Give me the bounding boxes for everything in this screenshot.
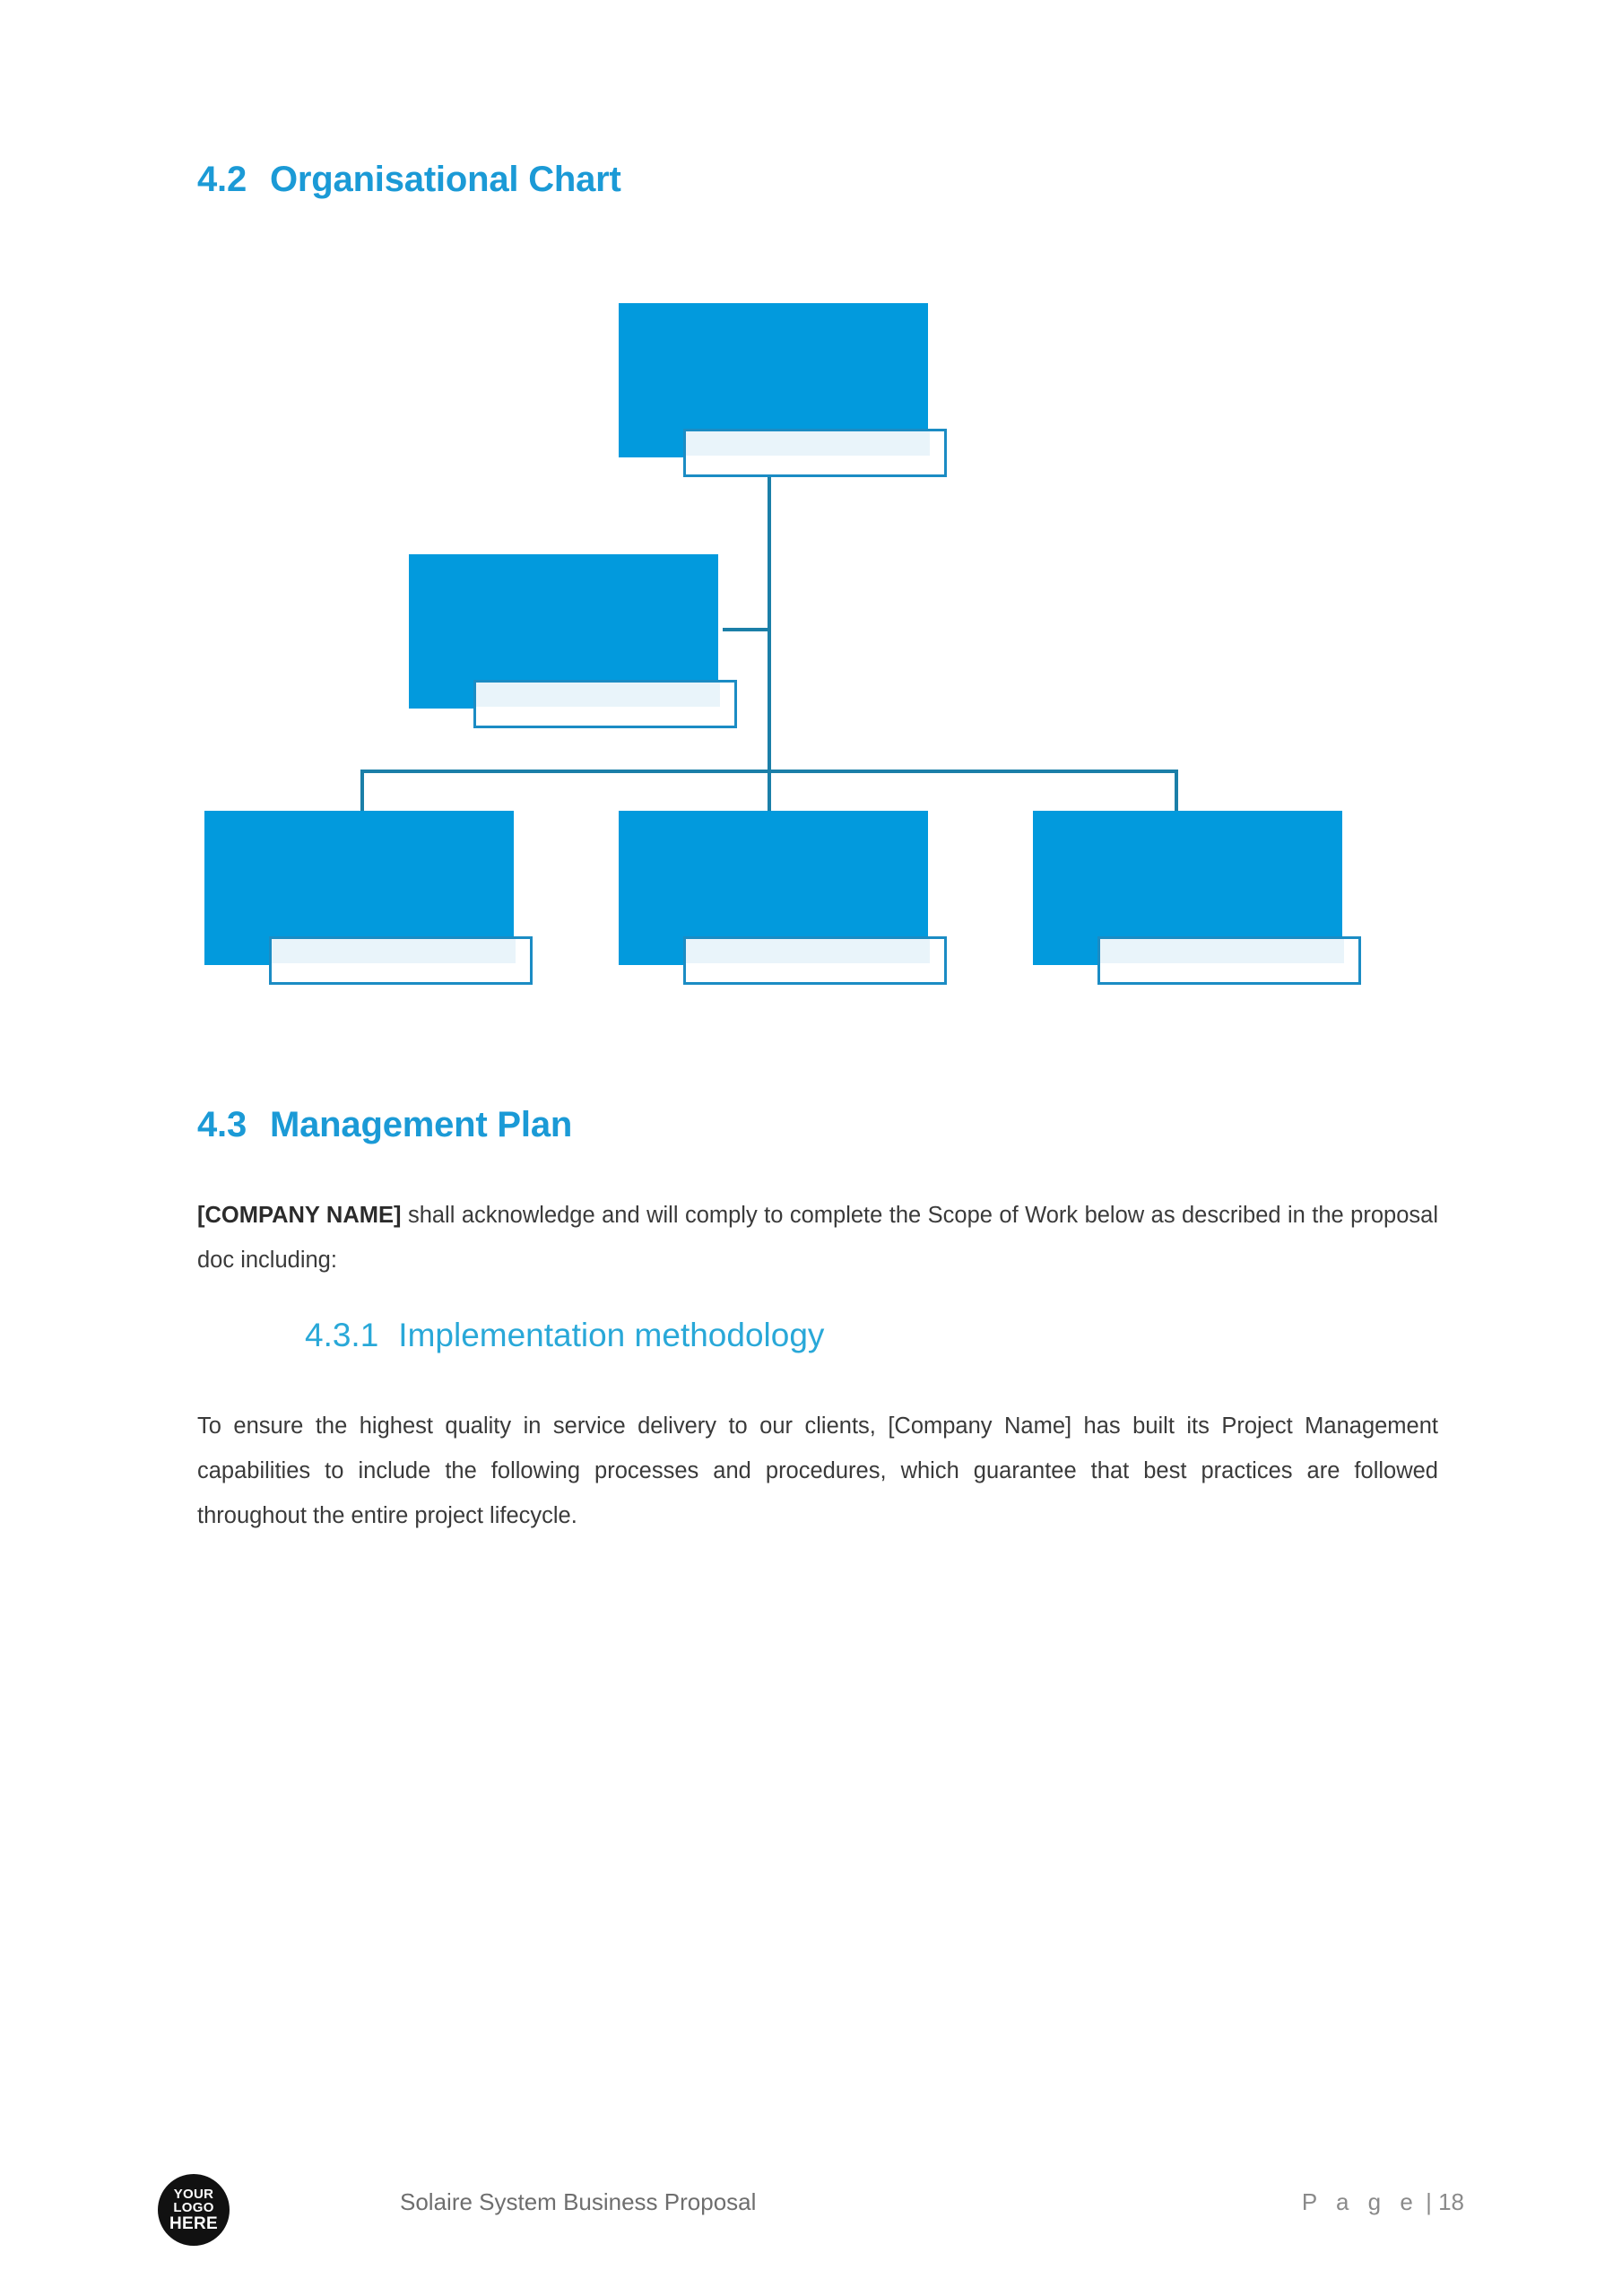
organisational-chart-diagram — [0, 0, 1622, 1031]
org-node-level3-3-band — [1100, 939, 1344, 963]
org-node-level3-1-plate — [269, 936, 533, 985]
footer-page-value: 18 — [1438, 2188, 1464, 2215]
org-node-level3-3[interactable] — [1033, 811, 1379, 965]
org-node-level3-1[interactable] — [204, 811, 551, 965]
logo-placeholder — [158, 2174, 230, 2246]
footer-document-title: Solaire System Business Proposal — [400, 2188, 757, 2215]
footer-page-number — [1302, 2188, 1464, 2216]
org-node-level3-2[interactable] — [619, 811, 965, 965]
footer-page-separator: | — [1426, 2188, 1432, 2215]
heading-text: Management Plan — [270, 1105, 573, 1144]
subheading-number: 4.3.1 — [305, 1317, 379, 1353]
heading-number: 4.3 — [197, 1105, 247, 1144]
connector-root-trunk — [768, 456, 771, 771]
connector-drop-child-2 — [768, 770, 771, 813]
org-node-level3-1-band — [272, 939, 516, 963]
paragraph-management-intro — [197, 1193, 1438, 1283]
connector-drop-child-3 — [1175, 770, 1178, 813]
org-node-level2-plate — [473, 680, 737, 728]
org-node-level1-plate — [683, 429, 947, 477]
logo-line-3: HERE — [169, 2213, 218, 2233]
org-node-level3-2-plate — [683, 936, 947, 985]
logo-line-2: LOGO — [173, 2200, 214, 2216]
heading-number: 4.2 — [197, 160, 247, 199]
heading-management-plan — [197, 1105, 572, 1145]
org-node-level1[interactable] — [619, 303, 947, 457]
org-node-level2-band — [476, 683, 720, 707]
paragraph-management-intro-rest: shall acknowledge and will comply to complete the Scope of Work below as described in the proposal doc including: — [197, 1203, 1438, 1273]
company-name-placeholder: [COMPANY NAME] — [197, 1203, 402, 1228]
paragraph-implementation-body: To ensure the highest quality in service delivery to our clients, [Company Name] has built its Project Management capabilities to include the following processes and procedures, which guarantee that best practices are followed throughout the entire project lifecycle. — [197, 1413, 1438, 1528]
footer-page-label: P a g e — [1301, 2188, 1419, 2215]
heading-text: Organisational Chart — [270, 160, 621, 199]
heading-implementation-methodology — [305, 1317, 824, 1354]
org-node-level3-3-plate — [1097, 936, 1361, 985]
logo-line-1: YOUR — [173, 2187, 214, 2203]
org-node-level1-band — [686, 431, 930, 456]
org-node-level3-2-band — [686, 939, 930, 963]
org-node-level2[interactable] — [409, 554, 737, 709]
subheading-text: Implementation methodology — [398, 1317, 825, 1353]
connector-drop-child-1 — [360, 770, 364, 813]
